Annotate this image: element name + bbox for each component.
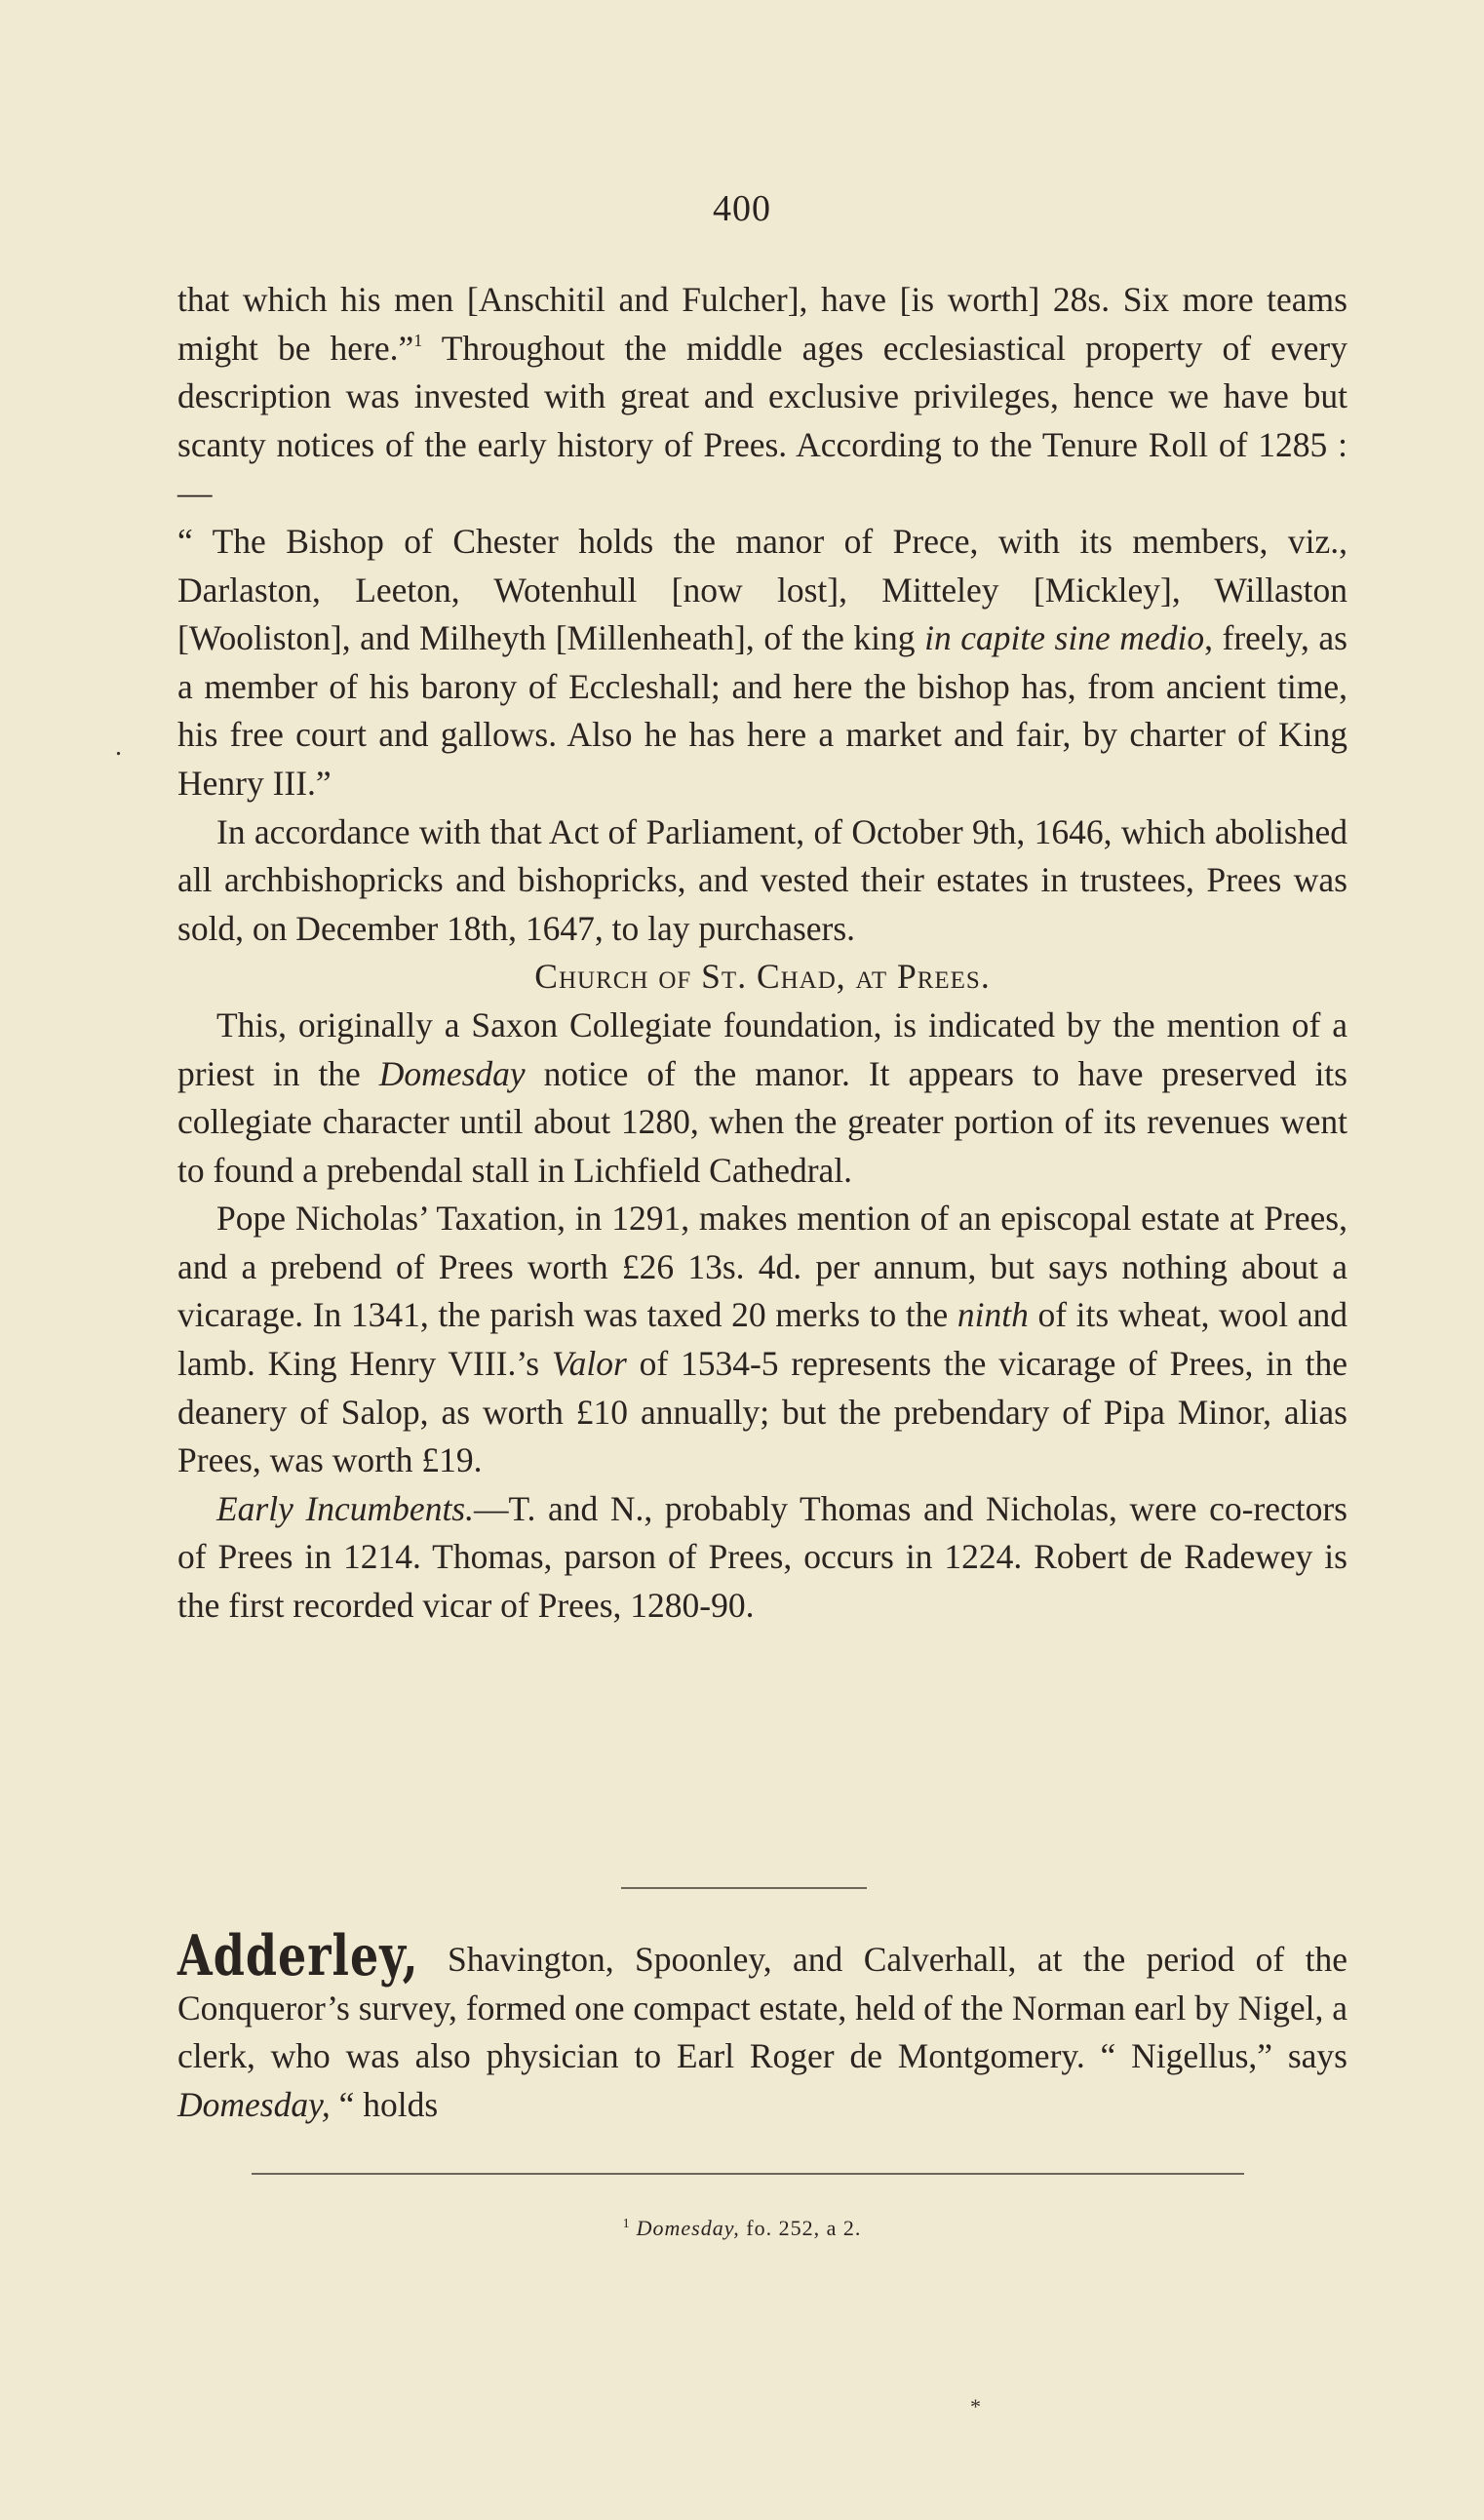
margin-dot-mark: . (115, 731, 122, 762)
italic-phrase: Early Incumbents. (216, 1488, 474, 1528)
footnote-mark: 1 (622, 2217, 631, 2231)
margin-star-mark: * (970, 2394, 981, 2419)
text-run: Shavington, Spoonley, and Calverhall, at the period of the Conqueror’s survey, formed one compact estate, held of the Norman earl by Nigel, a clerk, who was also physician to Earl Roger de Montgomery. “ Nigellus,” says (177, 1940, 1347, 2076)
italic-phrase: ninth (957, 1295, 1029, 1335)
italic-phrase: Domesday, (177, 2084, 331, 2124)
footnote-divider (252, 2173, 1244, 2175)
paragraph-quotation (177, 518, 1347, 808)
footnote-reference[interactable]: 1 (413, 330, 423, 350)
text-run: Pope Nicholas’ Taxation, in 1291, makes mention of an episcopal estate at Prees, and a prebend of Prees worth £26 13s. 4d. per annum, but says nothing about a vicarage. In 1341, the parish was taxed 20 merks to the (177, 1199, 1347, 1335)
text-run: Throughout the middle ages ecclesiastical property of every description was invested with great and exclusive privileges, hence we have but scanty notices of the early history of Prees. According to the Tenure Roll of 1285 :— (177, 328, 1347, 513)
paragraph (177, 1002, 1347, 1195)
paragraph (177, 1922, 1347, 2129)
italic-phrase: Valor (551, 1344, 627, 1384)
text-run: , freely, as a member of his barony of Eccleshall; and here the bishop has, from ancient time, his free court and gallows. Also he has here a market and fair, by charter of King Henry III.” (177, 618, 1347, 803)
text-run: notice of the manor. It appears to have preserved its collegiate character until about 1280, when the greater portion of its revenues went to found a prebendal stall in Lichfield Cathedral. (177, 1053, 1347, 1190)
italic-phrase: Domesday (378, 1053, 526, 1093)
paragraph (177, 276, 1347, 518)
paragraph (177, 1485, 1347, 1631)
text-run: of 1534-5 represents the vicarage of Prees, in the deanery of Salop, as worth £10 annually; but the prebendary of Pipa Minor, alias Prees, was worth £19. (177, 1344, 1347, 1480)
footnote-italic: Domesday, (636, 2216, 740, 2240)
blackletter-heading-word: Adderley, (177, 1922, 419, 1988)
italic-phrase: in capite sine medio (924, 618, 1205, 658)
text-run: “ The Bishop of Chester holds the manor of Prece, with its members, viz., Darlaston, Leeton, Wotenhull [now lost], Mitteley [Mickley], Willaston [Wooliston], and Milheyth [Millenheath], of the king (177, 521, 1347, 658)
text-run: that which his men [Anschitil and Fulcher], have [is worth] 28s. Six more teams might be here.” (177, 280, 1347, 368)
text-run: of its wheat, wool and lamb. King Henry VIII.’s (177, 1295, 1347, 1384)
adderley-section (177, 1922, 1347, 2129)
text-run: This, originally a Saxon Collegiate foundation, is indicated by the mention of a priest in the (177, 1004, 1347, 1093)
section-heading: Church of St. Chad, at Prees. (534, 957, 991, 997)
paragraph (177, 1195, 1347, 1485)
paragraph: In accordance with that Act of Parliament, of October 9th, 1646, which abolished all archbishopricks and bishopricks, and vested their estates in trustees, Prees was sold, on December 18th, 1647, to lay purchasers. (177, 811, 1347, 948)
footnote-text: fo. 252, a 2. (739, 2216, 862, 2240)
text-run: “ holds (330, 2084, 439, 2124)
section-divider (621, 1887, 867, 1889)
page-number: 400 (713, 188, 771, 229)
footnote (0, 2216, 1484, 2241)
main-text-block (177, 276, 1347, 1631)
text-run: —T. and N., probably Thomas and Nicholas, were co-rectors of Prees in 1214. Thomas, parson of Prees, occurs in 1224. Robert de Radewey is the first recorded vicar of Prees, 1280-90. (177, 1488, 1347, 1626)
